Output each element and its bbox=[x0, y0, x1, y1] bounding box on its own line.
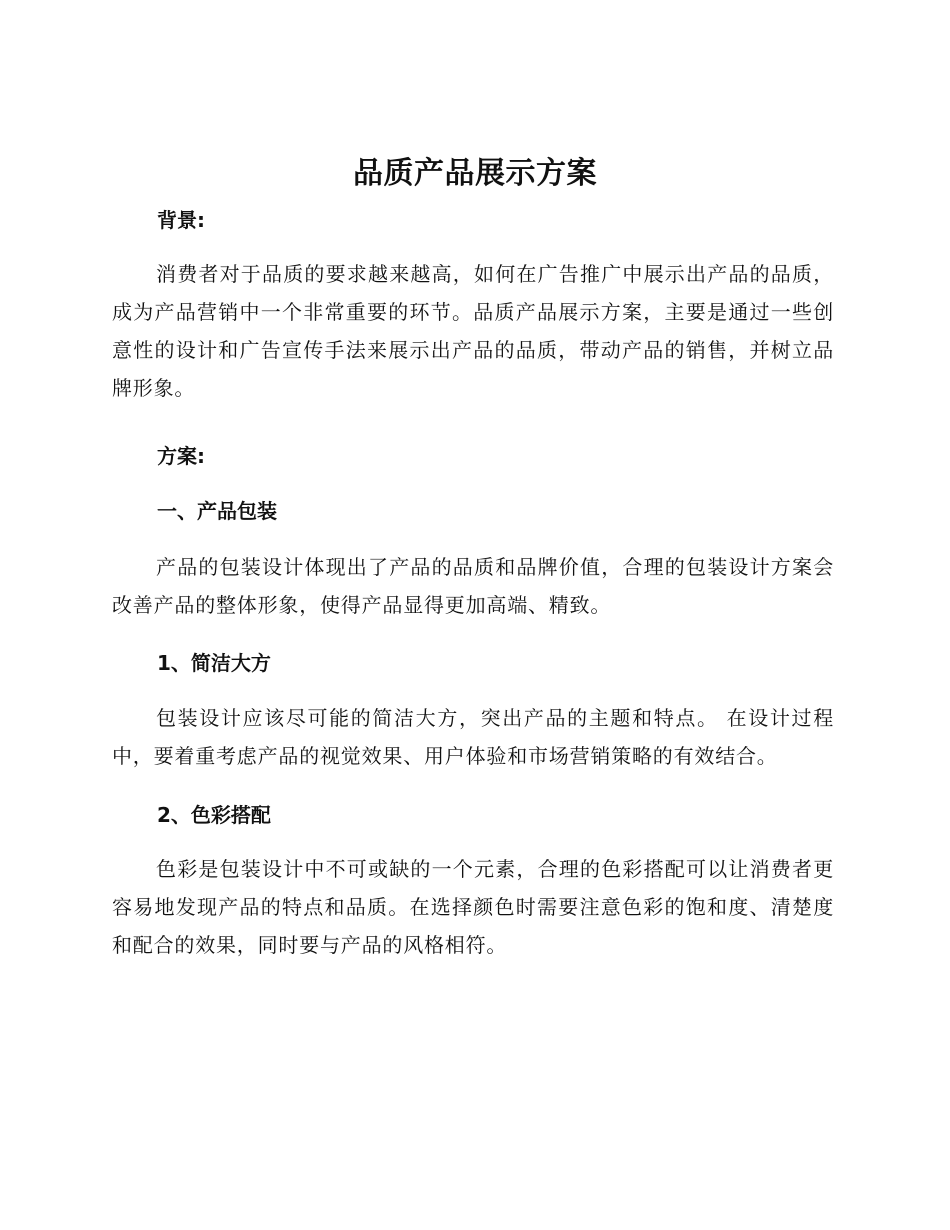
section-heading-packaging: 一、产品包装 bbox=[157, 499, 277, 523]
document-title: 品质产品展示方案 bbox=[353, 156, 597, 191]
color-matching-paragraph: 色彩是包装设计中不可或缺的一个元素，合理的色彩搭配可以让消费者更容易地发现产品的特点和品质。在选择颜色时需要注意色彩的饱和度、清楚度和配合的效果，同时要与产品的风格相符。 bbox=[112, 857, 834, 957]
subsection-heading-simple-design: 1、简洁大方 bbox=[157, 651, 271, 675]
plan-heading: 方案: bbox=[157, 444, 205, 468]
background-heading: 背景: bbox=[157, 208, 205, 232]
background-paragraph: 消费者对于品质的要求越来越高，如何在广告推广中展示出产品的品质，成为产品营销中一个非常重要的环节。品质产品展示方案，主要是通过一些创意性的设计和广告宣传手法来展示出产品的品质，带动产品的销售，并树立品牌形象。 bbox=[112, 262, 834, 400]
simple-design-paragraph: 包装设计应该尽可能的简洁大方，突出产品的主题和特点。 在设计过程中，要着重考虑产品的视觉效果、用户体验和市场营销策略的有效结合。 bbox=[112, 706, 834, 768]
packaging-paragraph: 产品的包装设计体现出了产品的品质和品牌价值，合理的包装设计方案会改善产品的整体形象，使得产品显得更加高端、精致。 bbox=[112, 555, 834, 617]
subsection-heading-color-matching: 2、色彩搭配 bbox=[157, 803, 271, 827]
